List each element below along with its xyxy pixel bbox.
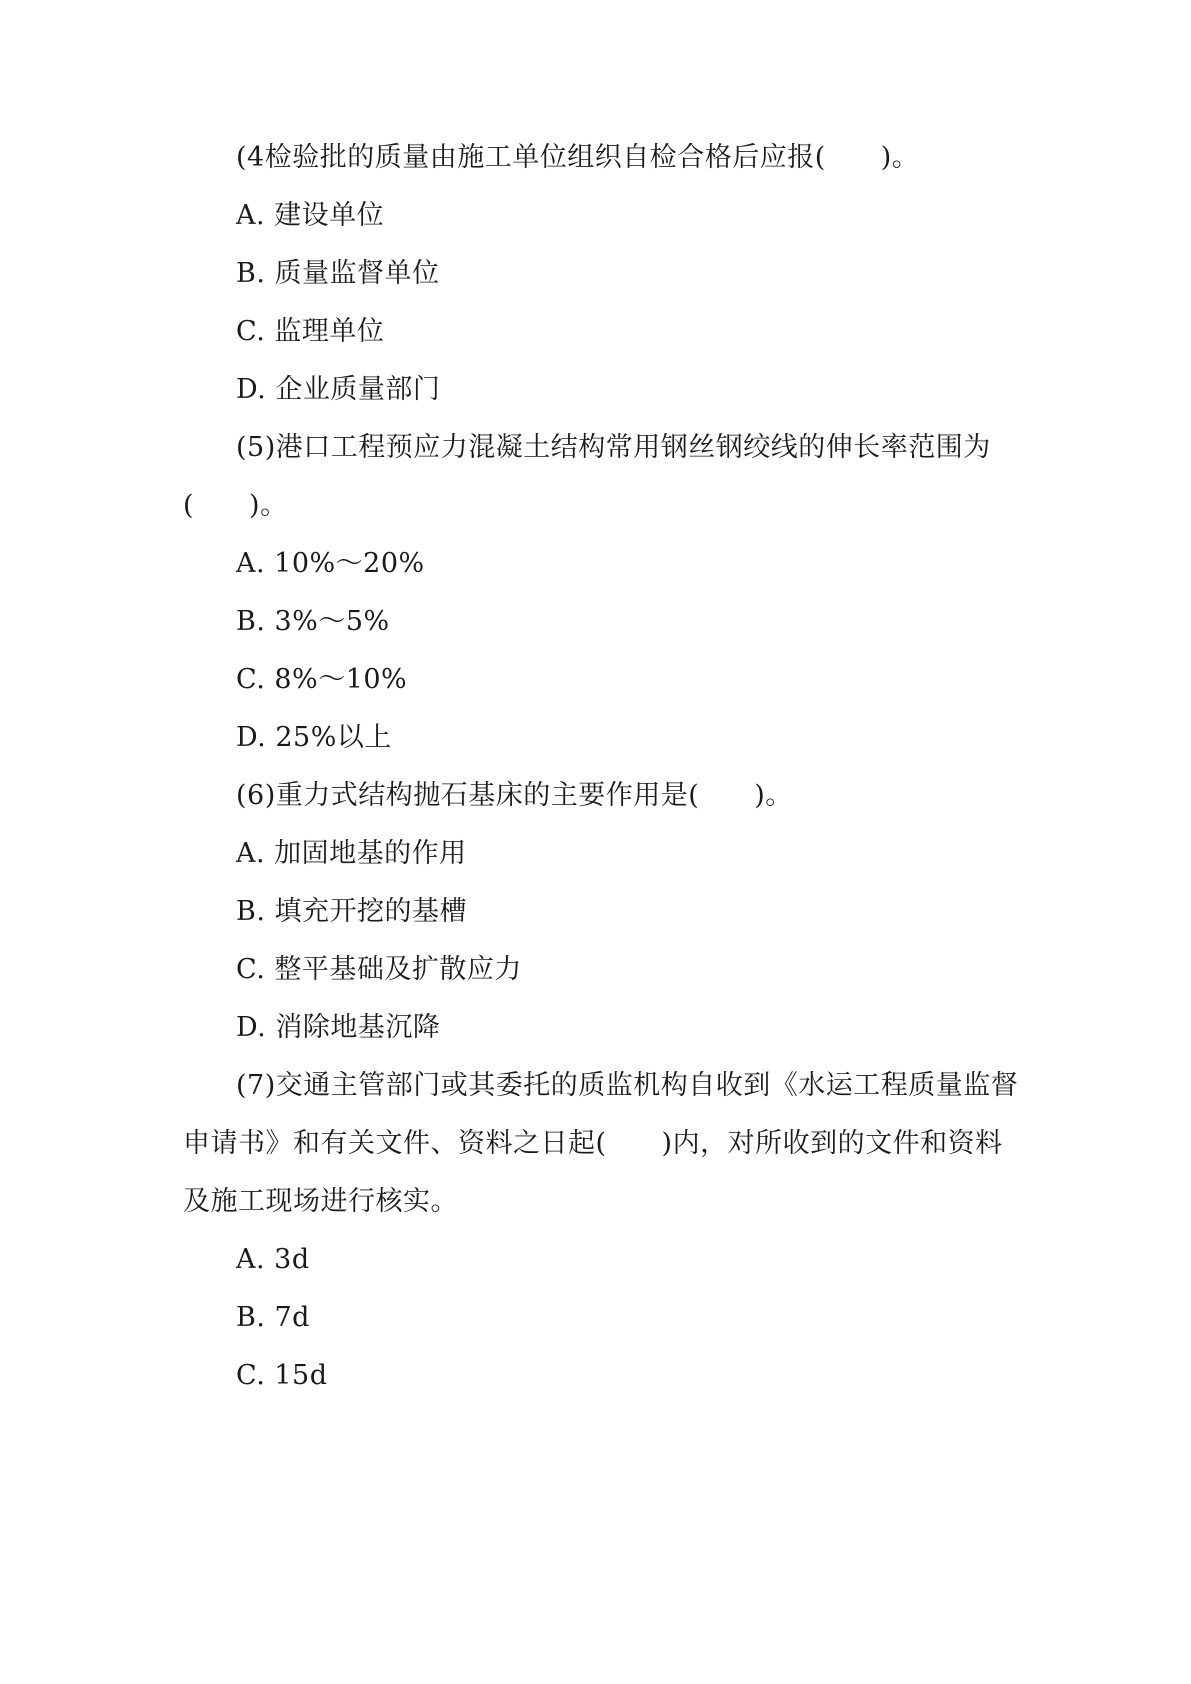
question-7-stem-line-3: 及施工现场进行核实。 <box>183 1186 458 1217</box>
question-7-option-c: C. 15d <box>236 1360 328 1391</box>
question-6-option-d: D. 消除地基沉降 <box>236 1012 441 1043</box>
question-5-option-b: B. 3%～5% <box>236 606 390 637</box>
question-5-stem-line-2: ( )。 <box>183 490 288 521</box>
question-7-option-b: B. 7d <box>236 1302 310 1333</box>
question-5-option-d: D. 25%以上 <box>236 722 392 753</box>
question-4-option-d: D. 企业质量部门 <box>236 374 441 405</box>
question-6-option-a: A. 加固地基的作用 <box>236 838 467 869</box>
question-6-option-c: C. 整平基础及扩散应力 <box>236 954 522 985</box>
question-5-option-c: C. 8%～10% <box>236 664 408 695</box>
question-7-stem-line-1: (7)交通主管部门或其委托的质监机构自收到《水运工程质量监督 <box>236 1070 1019 1101</box>
question-7-option-a: A. 3d <box>236 1244 310 1275</box>
question-5-stem-line-1: (5)港口工程预应力混凝土结构常用钢丝钢绞线的伸长率范围为 <box>236 432 991 463</box>
question-6-option-b: B. 填充开挖的基槽 <box>236 896 468 927</box>
question-5-option-a: A. 10%～20% <box>236 548 425 579</box>
question-7-stem-line-2: 申请书》和有关文件、资料之日起( )内，对所收到的文件和资料 <box>183 1128 1003 1159</box>
question-4-option-b: B. 质量监督单位 <box>236 258 440 289</box>
question-4-option-a: A. 建设单位 <box>236 200 385 231</box>
question-6-stem: (6)重力式结构抛石基床的主要作用是( )。 <box>236 780 793 811</box>
question-4-option-c: C. 监理单位 <box>236 316 385 347</box>
question-4-stem: (4检验批的质量由施工单位组织自检合格后应报( )。 <box>236 142 920 173</box>
